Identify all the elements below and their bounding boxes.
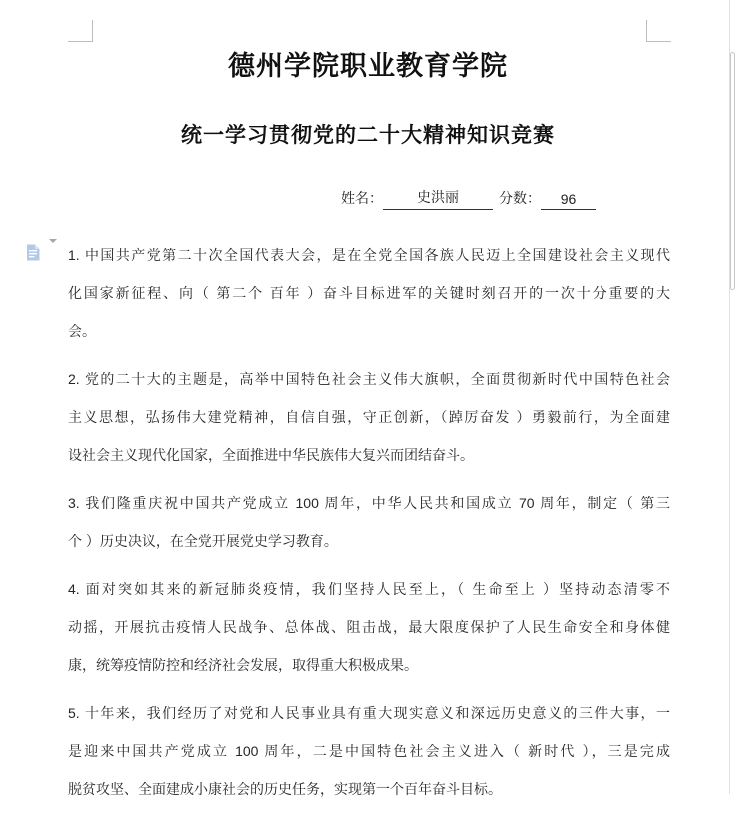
document-subtitle: 统一学习贯彻党的二十大精神知识竞赛	[181, 124, 555, 147]
document-line: 化国家新征程、向（ 第二个 百年 ）奋斗目标进军的关键时刻召开的一次十分重要的大	[68, 285, 670, 301]
page-corner-mark-top-right	[646, 20, 671, 42]
score-label: 分数：	[499, 190, 541, 206]
document-line: 是迎来中国共产党成立 100 周年，二是中国特色社会主义进入（ 新时代 ），三是完成	[68, 743, 670, 759]
document-title: 德州学院职业教育学院	[228, 51, 508, 81]
document-line: 1. 中国共产党第二十次全国代表大会，是在全党全国各族人民迈上全国建设社会主义现代	[68, 247, 670, 263]
document-line: 3. 我们隆重庆祝中国共产党成立 100 周年，中华人民共和国成立 70 周年，制定（ 第三	[68, 495, 670, 511]
scrollbar-thumb[interactable]	[730, 52, 735, 290]
document-line: 脱贫攻坚、全面建成小康社会的历史任务，实现第一个百年奋斗目标。	[68, 781, 502, 797]
question-paragraph-4	[68, 570, 670, 684]
question-paragraph-2	[68, 360, 670, 474]
name-score-row	[341, 186, 596, 210]
document-line: 动摇，开展抗击疫情人民战争、总体战、阻击战，最大限度保护了人民生命安全和身体健	[68, 619, 670, 635]
document-line: 4. 面对突如其来的新冠肺炎疫情，我们坚持人民至上，（ 生命至上 ）坚持动态清零不	[68, 581, 670, 597]
page-corner-mark-top-left	[68, 20, 93, 42]
margin-annotation-widget[interactable]	[24, 243, 57, 262]
document-annotation-icon[interactable]	[24, 243, 43, 262]
document-line: 5. 十年来，我们经历了对党和人民事业具有重大现实意义和深远历史意义的三件大事，一	[68, 705, 670, 721]
name-label: 姓名：	[341, 190, 383, 206]
document-line: 2. 党的二十大的主题是，高举中国特色社会主义伟大旗帜，全面贯彻新时代中国特色社会	[68, 371, 670, 387]
question-paragraph-3	[68, 484, 670, 560]
name-field: 史洪丽	[383, 187, 493, 210]
score-field: 96	[541, 191, 596, 210]
question-paragraph-1	[68, 236, 670, 350]
document-line: 设社会主义现代化国家，全面推进中华民族伟大复兴而团结奋斗。	[68, 447, 474, 463]
question-paragraph-5	[68, 694, 670, 808]
document-line: 康，统筹疫情防控和经济社会发展，取得重大积极成果。	[68, 657, 418, 673]
document-line: 会。	[68, 323, 96, 339]
document-text-area[interactable]	[68, 236, 670, 818]
document-line: 主义思想，弘扬伟大建党精神，自信自强，守正创新，（踔厉奋发 ）勇毅前行，为全面建	[68, 409, 670, 425]
document-line: 个 ）历史决议，在全党开展党史学习教育。	[68, 533, 338, 549]
chevron-down-icon[interactable]	[49, 243, 57, 261]
